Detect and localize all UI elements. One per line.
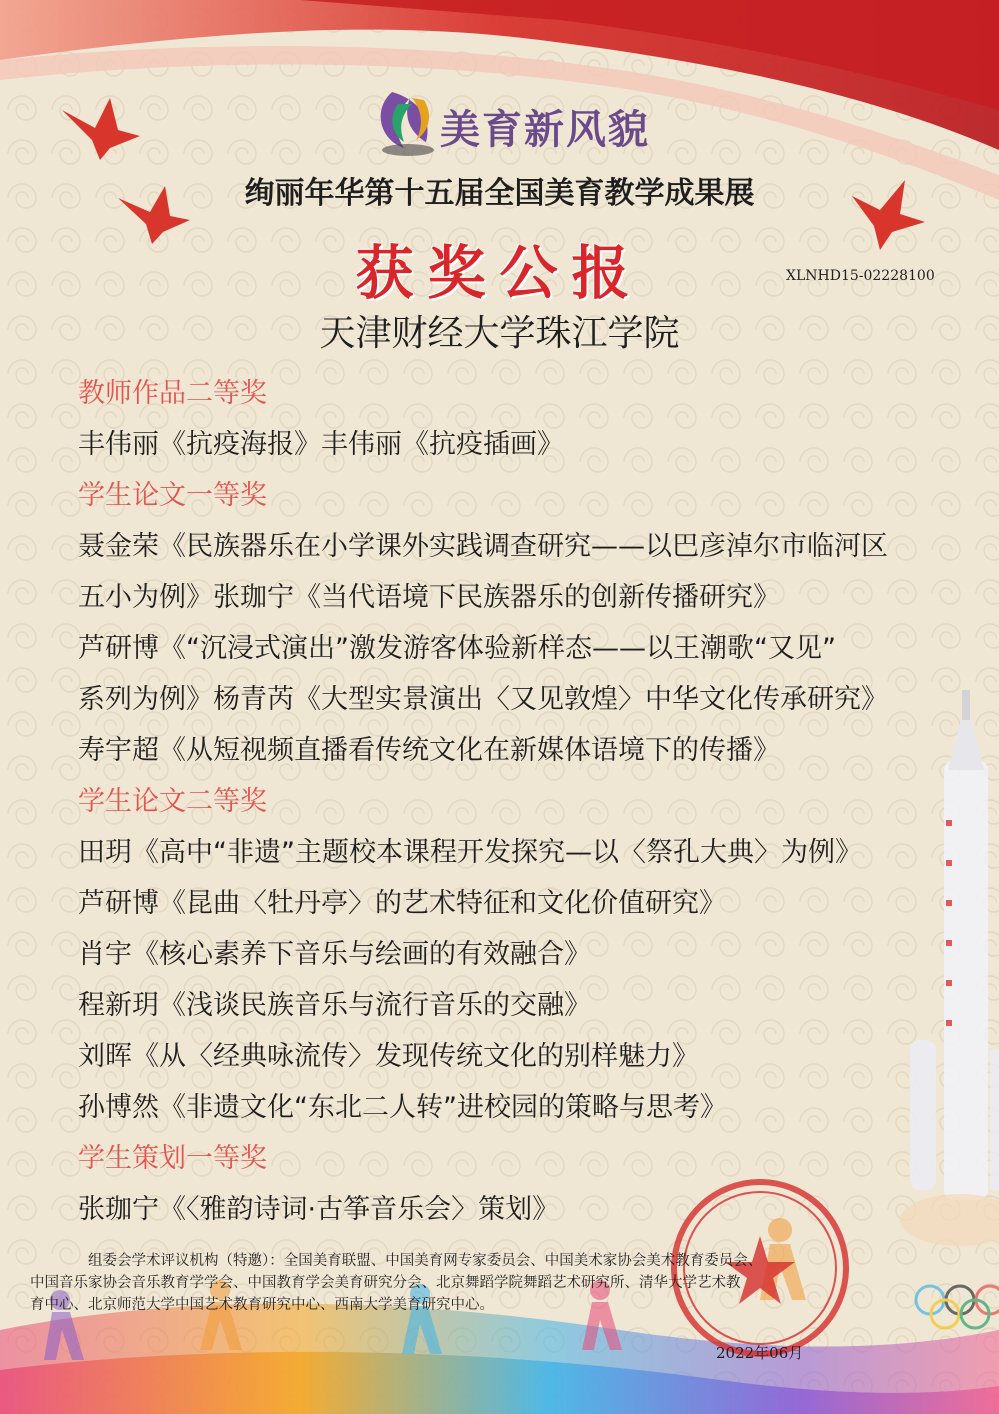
award-entry: 程新玥《浅谈民族音乐与流行音乐的交融》 (78, 990, 591, 1021)
school-name: 天津财经大学珠江学院 (319, 313, 680, 354)
issue-date: 2022年06月 (716, 1344, 804, 1362)
footer-line: 中国音乐家协会音乐教育学学会、中国教育学会美育研究分会、北京舞蹈学院舞蹈艺术研究所、清华大学艺术教 (30, 1275, 741, 1291)
award-category: 学生论文二等奖 (78, 786, 267, 817)
award-entry: 张珈宁《〈雅韵诗词·古筝音乐会〉策划》 (78, 1194, 560, 1225)
award-category: 教师作品二等奖 (78, 378, 267, 409)
award-entry: 芦研博《“沉浸式演出”激发游客体验新样态——以王潮歌“又见” (78, 633, 836, 664)
award-entry: 芦研博《昆曲〈牡丹亭〉的艺术特征和文化价值研究》 (78, 888, 726, 919)
serial-number: XLNHD15-02228100 (786, 268, 935, 284)
award-entry: 肖宇《核心素养下音乐与绘画的有效融合》 (78, 939, 591, 970)
bulletin-title: 获奖公报 (355, 239, 644, 307)
award-entry: 刘晖《从〈经典咏流传〉发现传统文化的别样魅力》 (78, 1041, 699, 1072)
award-entry: 孙博然《非遗文化“东北二人转”进校园的策略与思考》 (78, 1092, 727, 1123)
award-category: 学生论文一等奖 (78, 480, 267, 511)
award-entry: 聂金荣《民族器乐在小学课外实践调查研究——以巴彦淖尔市临河区 (78, 531, 888, 562)
award-entry: 寿宇超《从短视频直播看传统文化在新媒体语境下的传播》 (78, 735, 780, 766)
award-entry: 丰伟丽《抗疫海报》丰伟丽《抗疫插画》 (78, 429, 564, 460)
committee-footer (30, 1250, 970, 1316)
footer-line: 组委会学术评议机构（特邀）：全国美育联盟、中国美育网专家委员会、中国美术家协会美术教育委员会、 (88, 1253, 763, 1269)
award-entry: 系列为例》杨青芮《大型实景演出〈又见敦煌〉中华文化传承研究》 (78, 684, 888, 715)
award-entry: 田玥《高中“非遗”主题校本课程开发探究—以〈祭孔大典〉为例》 (78, 837, 862, 868)
award-entry: 五小为例》张珈宁《当代语境下民族器乐的创新传播研究》 (78, 582, 780, 613)
award-list (78, 368, 958, 1235)
award-category: 学生策划一等奖 (78, 1143, 267, 1174)
footer-line: 育中心、北京师范大学中国艺术教育研究中心、西南大学美育研究中心。 (30, 1297, 494, 1313)
logo-text: 美育新风貌 (440, 106, 650, 153)
exhibition-title: 绚丽年华第十五届全国美育教学成果展 (244, 176, 755, 211)
